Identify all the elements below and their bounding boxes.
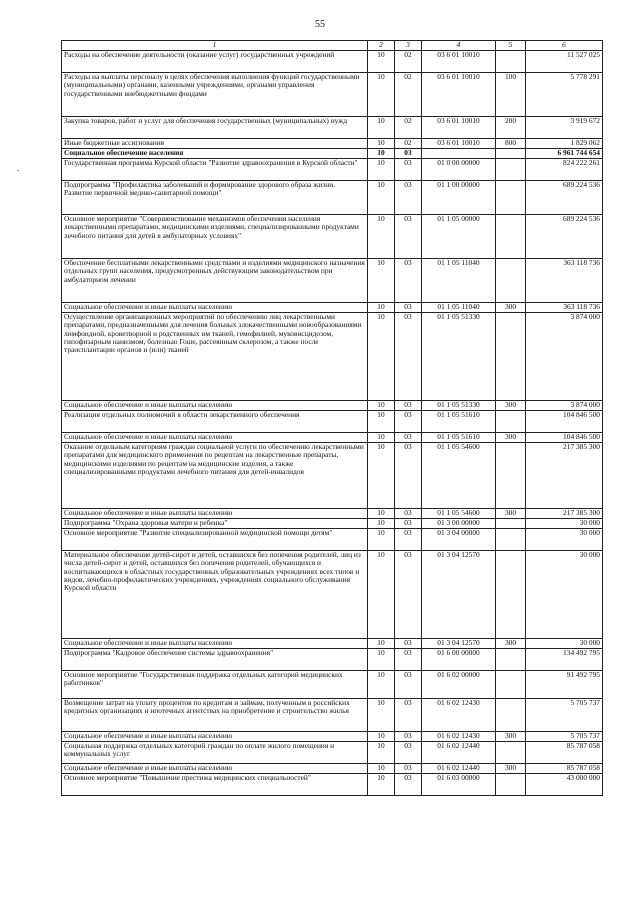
cell-subsection: 03 [395, 551, 422, 639]
cell-name: Расходы на выплаты персоналу в целях обеспечения выполнения функций государственными (муниципальными) органами, казенными учреждениями, органами управления государственными внебюджетными фондами [62, 73, 368, 117]
cell-amount: 1 829 062 [526, 139, 603, 149]
cell-section: 10 [368, 303, 395, 313]
cell-expense-type [496, 649, 526, 671]
table-row [62, 215, 603, 259]
cell-subsection: 03 [395, 519, 422, 529]
cell-subsection: 03 [395, 411, 422, 433]
table-row [62, 117, 603, 139]
table-row [62, 774, 603, 796]
table-row [62, 433, 603, 443]
col-header-amount: 6 [526, 41, 603, 51]
cell-name: Основное мероприятие "Совершенствование механизмов обеспечения населения лекарственными препаратами, медицинскими изделиями, специализированными продуктами лечебного питания для детей в амбулаторных условиях" [62, 215, 368, 259]
cell-subsection: 03 [395, 159, 422, 181]
table-row [62, 73, 603, 117]
cell-amount: 30 000 [526, 551, 603, 639]
cell-amount: 30 000 [526, 639, 603, 649]
cell-expense-type: 100 [496, 73, 526, 117]
cell-amount: 3 874 000 [526, 401, 603, 411]
cell-section: 10 [368, 732, 395, 742]
cell-subsection: 03 [395, 649, 422, 671]
cell-section: 10 [368, 313, 395, 401]
cell-subsection: 02 [395, 139, 422, 149]
cell-name: Основное мероприятие "Государственная поддержка отдельных категорий медицинских работников" [62, 671, 368, 699]
cell-name: Социальное обеспечение и иные выплаты населению [62, 433, 368, 443]
cell-name: Расходы на обеспечение деятельности (оказание услуг) государственных учреждений [62, 51, 368, 73]
cell-amount: 3 874 000 [526, 313, 603, 401]
cell-expense-type [496, 149, 526, 159]
cell-amount: 104 846 500 [526, 433, 603, 443]
cell-name: Иные бюджетные ассигнования [62, 139, 368, 149]
cell-expense-type [496, 51, 526, 73]
table-row [62, 51, 603, 73]
cell-subsection: 02 [395, 51, 422, 73]
cell-subsection: 03 [395, 313, 422, 401]
cell-amount: 689 224 536 [526, 215, 603, 259]
cell-expense-type: 200 [496, 117, 526, 139]
cell-amount: 363 118 736 [526, 303, 603, 313]
table-row [62, 313, 603, 401]
cell-section: 10 [368, 411, 395, 433]
cell-expense-type [496, 411, 526, 433]
cell-name: Обеспечение бесплатными лекарственными средствами и изделиями медицинского назначения отдельных групп населения, предусмотренных действующим законодательством при амбулаторном лечении [62, 259, 368, 303]
cell-amount: 85 787 058 [526, 764, 603, 774]
cell-target-article: 01 0 00 00000 [422, 159, 496, 181]
cell-name: Материальное обеспечение детей-сирот и детей, оставшихся без попечения родителей, лиц из числа детей-сирот и детей, оставшихся без попечения родителей, обучающихся и воспитывающихся в областных государственных образовательных учреждениях всех типов и видов, лечебно-профилактических учреждениях, учреждениях социального обслуживания Курской области [62, 551, 368, 639]
cell-name: Возмещение затрат на уплату процентов по кредитам и займам, полученным в российских кредитных организациях и ипотечных агентствах на приобретение и строительство жилья [62, 699, 368, 732]
col-header-subsection: 3 [395, 41, 422, 51]
cell-subsection: 03 [395, 764, 422, 774]
col-header-section: 2 [368, 41, 395, 51]
cell-subsection: 03 [395, 443, 422, 509]
table-row [62, 509, 603, 519]
cell-expense-type [496, 671, 526, 699]
cell-section: 10 [368, 764, 395, 774]
cell-expense-type [496, 699, 526, 732]
cell-amount: 85 787 058 [526, 742, 603, 764]
cell-amount: 689 224 536 [526, 181, 603, 215]
cell-name: Основное мероприятие "Развитие специализированной медицинской помощи детям" [62, 529, 368, 551]
cell-subsection: 03 [395, 433, 422, 443]
cell-section: 10 [368, 433, 395, 443]
cell-name: Социальное обеспечение и иные выплаты населению [62, 639, 368, 649]
cell-target-article: 01 1 05 51610 [422, 411, 496, 433]
cell-target-article: 01 6 02 12440 [422, 764, 496, 774]
cell-subsection: 03 [395, 671, 422, 699]
cell-expense-type: 300 [496, 303, 526, 313]
cell-amount: 43 000 000 [526, 774, 603, 796]
cell-subsection: 03 [395, 639, 422, 649]
cell-name: Социальное обеспечение и иные выплаты населению [62, 401, 368, 411]
cell-expense-type: 300 [496, 764, 526, 774]
cell-name: Социальное обеспечение населения [62, 149, 368, 159]
cell-target-article [422, 149, 496, 159]
cell-name: Закупка товаров, работ и услуг для обеспечения государственных (муниципальных) нужд [62, 117, 368, 139]
cell-name: Подпрограмма "Профилактика заболеваний и формирование здорового образа жизни. Развитие первичной медико-санитарной помощи" [62, 181, 368, 215]
cell-amount: 363 118 736 [526, 259, 603, 303]
cell-target-article: 01 3 00 00000 [422, 519, 496, 529]
cell-section: 10 [368, 215, 395, 259]
cell-target-article: 01 3 04 12570 [422, 551, 496, 639]
cell-target-article: 01 1 05 51610 [422, 433, 496, 443]
cell-expense-type [496, 313, 526, 401]
cell-section: 10 [368, 139, 395, 149]
cell-target-article: 03 6 01 10010 [422, 51, 496, 73]
cell-section: 10 [368, 159, 395, 181]
cell-section: 10 [368, 639, 395, 649]
table-row [62, 639, 603, 649]
cell-name: Социальная поддержка отдельных категорий граждан по оплате жилого помещения и коммунальных услуг [62, 742, 368, 764]
cell-target-article: 03 6 01 10010 [422, 73, 496, 117]
cell-name: Оказание отдельным категориям граждан социальной услуги по обеспечению лекарственными препаратами для медицинского применения по рецептам на лекарственные препараты, медицинскими изделиями по рецептам на медицинские изделия, а также специализированными продуктами лечебного питания для детей-инвалидов [62, 443, 368, 509]
cell-section: 10 [368, 519, 395, 529]
cell-subsection: 03 [395, 509, 422, 519]
cell-name: Государственная программа Курской области "Развитие здравоохранения в Курской области" [62, 159, 368, 181]
table-row [62, 671, 603, 699]
cell-expense-type: 300 [496, 732, 526, 742]
cell-amount: 824 222 261 [526, 159, 603, 181]
cell-expense-type: 300 [496, 401, 526, 411]
cell-subsection: 03 [395, 774, 422, 796]
cell-expense-type [496, 529, 526, 551]
table-row [62, 303, 603, 313]
cell-section: 10 [368, 117, 395, 139]
cell-name: Реализация отдельных полномочий в области лекарственного обеспечения [62, 411, 368, 433]
table-header-row [62, 41, 603, 51]
col-header-expense-type: 5 [496, 41, 526, 51]
margin-mark: . [17, 163, 20, 173]
table-row [62, 519, 603, 529]
cell-target-article: 01 1 05 54600 [422, 443, 496, 509]
table-row [62, 259, 603, 303]
cell-name: Осуществление организационных мероприятий по обеспечению лиц лекарственными препаратами, предназначенными для лечения больных злокачественными новообразованиями лимфоидной, кроветворной и родственных им тканей, гемофилией, муковисцидозом, гипофизарным нанизмом, болезнью Гоше, рассеянным склерозом, а также после трансплантации органов и (или) тканей [62, 313, 368, 401]
budget-table [61, 40, 603, 796]
cell-section: 10 [368, 509, 395, 519]
cell-subsection: 03 [395, 259, 422, 303]
cell-subsection: 02 [395, 73, 422, 117]
cell-target-article: 01 6 02 12430 [422, 699, 496, 732]
cell-target-article: 01 6 02 00000 [422, 671, 496, 699]
cell-amount: 104 846 500 [526, 411, 603, 433]
cell-expense-type [496, 742, 526, 764]
cell-subsection: 03 [395, 732, 422, 742]
cell-target-article: 01 1 05 54600 [422, 509, 496, 519]
table-row [62, 742, 603, 764]
cell-section: 10 [368, 649, 395, 671]
cell-expense-type [496, 774, 526, 796]
cell-amount: 91 492 795 [526, 671, 603, 699]
cell-target-article: 01 1 05 11040 [422, 303, 496, 313]
cell-section: 10 [368, 529, 395, 551]
cell-target-article: 01 3 04 00000 [422, 529, 496, 551]
cell-expense-type: 800 [496, 139, 526, 149]
cell-target-article: 03 6 01 10010 [422, 117, 496, 139]
cell-expense-type [496, 181, 526, 215]
cell-name: Социальное обеспечение и иные выплаты населению [62, 732, 368, 742]
table-row [62, 443, 603, 509]
cell-amount: 30 000 [526, 529, 603, 551]
cell-target-article: 01 6 00 00000 [422, 649, 496, 671]
cell-amount: 5 705 737 [526, 732, 603, 742]
cell-name: Социальное обеспечение и иные выплаты населению [62, 764, 368, 774]
cell-subsection: 03 [395, 181, 422, 215]
cell-amount: 6 961 744 654 [526, 149, 603, 159]
table-row [62, 649, 603, 671]
cell-amount: 30 000 [526, 519, 603, 529]
page-number: 55 [315, 19, 325, 30]
table-row [62, 401, 603, 411]
table-row [62, 181, 603, 215]
cell-name: Социальное обеспечение и иные выплаты населению [62, 509, 368, 519]
cell-expense-type [496, 443, 526, 509]
cell-subsection: 02 [395, 117, 422, 139]
cell-name: Подпрограмма "Охрана здоровья матери и ребенка" [62, 519, 368, 529]
cell-subsection: 03 [395, 529, 422, 551]
cell-expense-type: 300 [496, 509, 526, 519]
cell-expense-type [496, 551, 526, 639]
cell-expense-type [496, 519, 526, 529]
col-header-name: 1 [62, 41, 368, 51]
cell-name: Подпрограмма "Кадровое обеспечение системы здравоохранения" [62, 649, 368, 671]
cell-section: 10 [368, 443, 395, 509]
cell-subsection: 03 [395, 215, 422, 259]
cell-target-article: 03 6 01 10010 [422, 139, 496, 149]
cell-amount: 11 527 025 [526, 51, 603, 73]
table-row [62, 764, 603, 774]
cell-section: 10 [368, 149, 395, 159]
cell-amount: 5 705 737 [526, 699, 603, 732]
cell-target-article: 01 1 05 11040 [422, 259, 496, 303]
cell-section: 10 [368, 671, 395, 699]
cell-subsection: 03 [395, 149, 422, 159]
table-row [62, 551, 603, 639]
cell-subsection: 03 [395, 401, 422, 411]
cell-target-article: 01 6 02 12440 [422, 742, 496, 764]
cell-subsection: 03 [395, 303, 422, 313]
table-row [62, 139, 603, 149]
cell-target-article: 01 6 02 12430 [422, 732, 496, 742]
cell-target-article: 01 6 03 00000 [422, 774, 496, 796]
table-row [62, 411, 603, 433]
table-row [62, 159, 603, 181]
table-row [62, 699, 603, 732]
cell-target-article: 01 3 04 12570 [422, 639, 496, 649]
cell-section: 10 [368, 259, 395, 303]
col-header-target-article: 4 [422, 41, 496, 51]
cell-amount: 217 385 300 [526, 509, 603, 519]
cell-expense-type: 300 [496, 433, 526, 443]
cell-name: Социальное обеспечение и иные выплаты населению [62, 303, 368, 313]
cell-target-article: 01 1 05 51330 [422, 313, 496, 401]
cell-section: 10 [368, 73, 395, 117]
cell-section: 10 [368, 551, 395, 639]
cell-expense-type [496, 215, 526, 259]
cell-subsection: 03 [395, 699, 422, 732]
cell-section: 10 [368, 774, 395, 796]
cell-name: Основное мероприятие "Повышение престижа медицинских специальностей" [62, 774, 368, 796]
cell-amount: 217 385 300 [526, 443, 603, 509]
cell-section: 10 [368, 401, 395, 411]
table-row [62, 529, 603, 551]
cell-subsection: 03 [395, 742, 422, 764]
cell-target-article: 01 1 05 51330 [422, 401, 496, 411]
table-row [62, 149, 603, 159]
cell-target-article: 01 1 00 00000 [422, 181, 496, 215]
cell-section: 10 [368, 699, 395, 732]
cell-expense-type [496, 259, 526, 303]
table-row [62, 732, 603, 742]
cell-section: 10 [368, 181, 395, 215]
cell-expense-type [496, 159, 526, 181]
cell-amount: 3 919 672 [526, 117, 603, 139]
cell-amount: 134 492 795 [526, 649, 603, 671]
cell-amount: 5 778 291 [526, 73, 603, 117]
cell-section: 10 [368, 51, 395, 73]
cell-target-article: 01 1 05 00000 [422, 215, 496, 259]
cell-expense-type: 300 [496, 639, 526, 649]
cell-section: 10 [368, 742, 395, 764]
